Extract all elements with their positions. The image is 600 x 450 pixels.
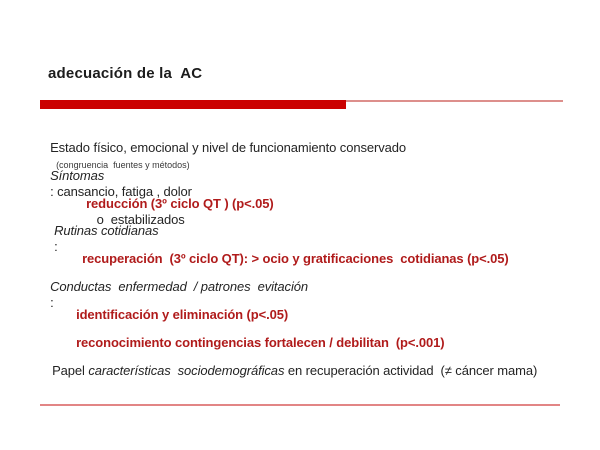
text-segment: : cansancio, fatiga , dolor bbox=[50, 184, 192, 199]
accent-bar bbox=[40, 100, 346, 109]
text-segment: en recuperación actividad (≠ cáncer mama) bbox=[284, 363, 538, 378]
text-segment: Conductas enfermedad / patrones evitación bbox=[50, 279, 308, 294]
top-thin-line bbox=[346, 100, 563, 102]
text-segment-highlight: recuperación (3º ciclo QT): > ocio y gratificaciones cotidianas (p<.05) bbox=[82, 251, 509, 266]
text-segment: Estado físico, emocional y nivel de funcionamiento conservado bbox=[50, 140, 407, 155]
text-segment: características sociodemográficas bbox=[88, 363, 285, 378]
text-segment-highlight: identificación y eliminación (p<.05) bbox=[76, 307, 289, 322]
text-segment: Rutinas cotidianas bbox=[54, 223, 159, 238]
bottom-thin-line bbox=[40, 404, 560, 406]
text-segment-congruencia: (congruencia fuentes y métodos) bbox=[56, 160, 190, 170]
text-segment: : bbox=[50, 295, 54, 310]
text-segment: Síntomas bbox=[50, 168, 105, 183]
slide-title: adecuación de la AC bbox=[48, 65, 203, 82]
text-segment-highlight: reconocimiento contingencias fortalecen / debilitan (p<.001) bbox=[76, 335, 445, 350]
text-segment: o estabilizados bbox=[86, 212, 185, 227]
text-segment-highlight: reducción (3º ciclo QT ) (p<.05) bbox=[86, 196, 274, 211]
body-line-papel bbox=[38, 347, 537, 395]
text-segment: : bbox=[54, 239, 58, 254]
text-segment: Papel bbox=[52, 363, 89, 378]
